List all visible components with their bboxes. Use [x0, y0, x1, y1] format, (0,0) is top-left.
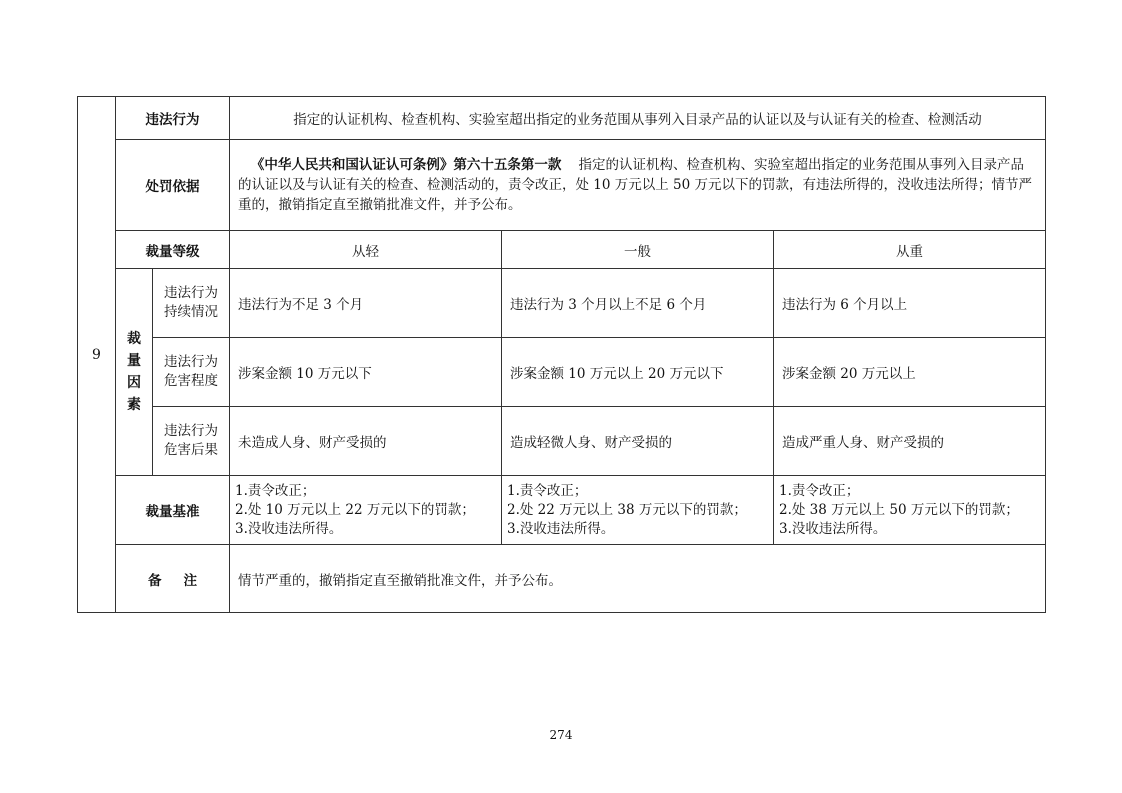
discretion-level-label: 裁量等级: [116, 231, 230, 269]
factor-row: [78, 269, 1046, 338]
factor-value-lenient: 涉案金额 10 万元以下: [230, 338, 502, 407]
penalty-basis-label: 处罚依据: [116, 140, 230, 231]
standard-severe: 1.责令改正； 2.处 38 万元以上 50 万元以下的罚款； 3.没收违法所得。: [774, 476, 1046, 545]
factor-value-lenient: 违法行为不足 3 个月: [230, 269, 502, 338]
violation-label: 违法行为: [116, 97, 230, 140]
factor-value-general: 造成轻微人身、财产受损的: [502, 407, 774, 476]
level-general: 一般: [502, 231, 774, 269]
discretion-table: [77, 96, 1046, 613]
level-severe: 从重: [774, 231, 1046, 269]
factor-value-lenient: 未造成人身、财产受损的: [230, 407, 502, 476]
factor-value-severe: 造成严重人身、财产受损的: [774, 407, 1046, 476]
remarks-label: 备注: [116, 545, 230, 613]
factor-value-general: 涉案金额 10 万元以上 20 万元以下: [502, 338, 774, 407]
penalty-basis-row: [78, 140, 1046, 231]
page-number: 274: [549, 728, 573, 742]
factor-value-general: 违法行为 3 个月以上不足 6 个月: [502, 269, 774, 338]
factor-row: [78, 338, 1046, 407]
discretion-standard-row: [78, 476, 1046, 545]
discretion-level-row: [78, 231, 1046, 269]
law-title: 《中华人民共和国认证认可条例》第六十五条第一款: [250, 157, 562, 173]
violation-text: 指定的认证机构、检查机构、实验室超出指定的业务范围从事列入目录产品的认证以及与认证有关的检查、检测活动: [230, 97, 1046, 140]
factor-name-harm-degree: 违法行为 危害程度: [153, 338, 230, 407]
standard-general: 1.责令改正； 2.处 22 万元以上 38 万元以下的罚款； 3.没收违法所得。: [502, 476, 774, 545]
factor-value-severe: 违法行为 6 个月以上: [774, 269, 1046, 338]
discretion-standard-label: 裁量基准: [116, 476, 230, 545]
level-lenient: 从轻: [230, 231, 502, 269]
discretion-factors-label: 裁 量 因 素: [116, 269, 153, 476]
standard-lenient: 1.责令改正； 2.处 10 万元以上 22 万元以下的罚款； 3.没收违法所得。: [230, 476, 502, 545]
remarks-text: 情节严重的，撤销指定直至撤销批准文件，并予公布。: [230, 545, 1046, 613]
factor-value-severe: 涉案金额 20 万元以上: [774, 338, 1046, 407]
penalty-basis-text: 指定的认证机构、检查机构、实验室超出指定的业务范围从事列入目录产品的认证以及与认证有关的检查、检测活动的，责令改正，处 10 万元以上 50 万元以下的罚款，有违法所得的，没收违法所得；情节严重的，撤销指定直至撤销批准文件，并予公布。: [238, 157, 1033, 213]
penalty-basis-content: [230, 140, 1046, 231]
factor-name-duration: 违法行为 持续情况: [153, 269, 230, 338]
remarks-row: [78, 545, 1046, 613]
violation-row: [78, 97, 1046, 140]
factor-row: [78, 407, 1046, 476]
factor-name-harm-consequence: 违法行为 危害后果: [153, 407, 230, 476]
row-number: 9: [78, 97, 116, 613]
